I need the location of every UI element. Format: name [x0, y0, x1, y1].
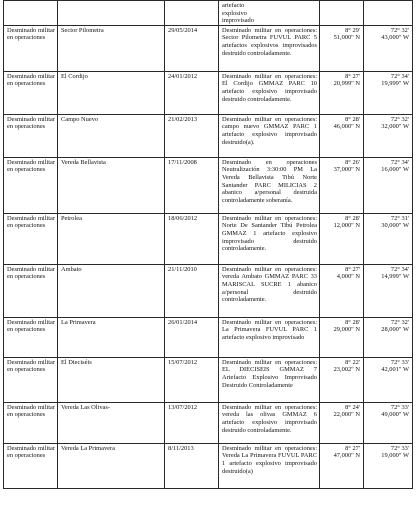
- location-cell: Petrolea: [58, 213, 165, 264]
- description-cell: Desminado militar en operaciones: El Cordijo GMMAZ PARC 10 artefacto explosivo improvisado destruido controladamente.: [219, 71, 320, 114]
- location-cell: Campo Nuevo: [58, 114, 165, 157]
- table-row: [4, 1, 413, 26]
- longitude-cell: 72° 34' 19,999" W: [364, 71, 413, 114]
- operation-type-cell: Desminado militar en operaciones: [4, 157, 58, 213]
- location-cell: Ambato: [58, 264, 165, 317]
- latitude-cell: 8° 27' 20,999" N: [320, 71, 364, 114]
- longitude-cell: 72° 32' 32,000" W: [364, 114, 413, 157]
- longitude-cell: 72° 33' 19,000" W: [364, 443, 413, 488]
- location-cell: El Dieciséis: [58, 357, 165, 402]
- location-cell: Vereda La Primavera: [58, 443, 165, 488]
- table-row: [4, 213, 413, 264]
- description-cell: Desminado militar en operaciones: EL DIECISEIS GMMAZ 7 Artefacto Explosivo Improvisado Destruido Controladamente: [219, 357, 320, 402]
- latitude-cell: 8° 28' 46,000" N: [320, 114, 364, 157]
- description-cell: Desminado en operaciones Neutralización 3:30:00 PM La Vereda Bellavista Tibú Norte Santander PARC MILICIAS 2 abanico a/personal destruida controladamente soberanía.: [219, 157, 320, 213]
- latitude-cell: 8° 28' 29,000" N: [320, 317, 364, 357]
- operation-type-cell: [4, 1, 58, 26]
- description-cell: Desminado militar en operaciones: vereda Ambato GMMAZ PARC 33 MARISCAL SUCRE 1 abanico a/personal destruido controladamente.: [219, 264, 320, 317]
- date-cell: [165, 1, 219, 26]
- table-row: [4, 357, 413, 402]
- description-cell: Desminado militar en operaciones: La Primavera FUVUL PARC 1 artefacto explosivo improvisado: [219, 317, 320, 357]
- description-cell: Desminado militar en operaciones: campo nuevo GMMAZ PARC 1 artefacto explosivo improvisado destruido(a).: [219, 114, 320, 157]
- longitude-cell: 72° 32' 28,000" W: [364, 317, 413, 357]
- operation-type-cell: Desminado militar en operaciones: [4, 114, 58, 157]
- latitude-cell: 8° 27' 4,000" N: [320, 264, 364, 317]
- date-cell: 15/07/2012: [165, 357, 219, 402]
- latitude-cell: 8° 29' 51,000" N: [320, 25, 364, 71]
- table-row: [4, 114, 413, 157]
- date-cell: 21/02/2013: [165, 114, 219, 157]
- table-row: [4, 264, 413, 317]
- location-cell: Sector Pilometra: [58, 25, 165, 71]
- longitude-cell: [364, 1, 413, 26]
- date-cell: 17/11/2008: [165, 157, 219, 213]
- location-cell: [58, 1, 165, 26]
- operation-type-cell: Desminado militar en operaciones: [4, 357, 58, 402]
- table-row: [4, 443, 413, 488]
- description-cell: artefacto explosivo improvisado: [219, 1, 320, 26]
- date-cell: 26/01/2014: [165, 317, 219, 357]
- operation-type-cell: Desminado militar en operaciones: [4, 443, 58, 488]
- longitude-cell: 72° 34' 16,000" W: [364, 157, 413, 213]
- description-cell: Desminado militar en operaciones: Norte De Santander Tibú Petrolea GMMAZ 1 artefacto explosivo improvisado destruido controladamente.: [219, 213, 320, 264]
- latitude-cell: 8° 28' 12,000" N: [320, 213, 364, 264]
- table-row: [4, 317, 413, 357]
- latitude-cell: 8° 24' 22,000" N: [320, 402, 364, 443]
- date-cell: 29/05/2014: [165, 25, 219, 71]
- longitude-cell: 72° 32' 43,000" W: [364, 25, 413, 71]
- date-cell: 21/11/2010: [165, 264, 219, 317]
- date-cell: 13/07/2012: [165, 402, 219, 443]
- operation-type-cell: Desminado militar en operaciones: [4, 213, 58, 264]
- location-cell: Vereda Bellavista: [58, 157, 165, 213]
- table-row: [4, 402, 413, 443]
- operation-type-cell: Desminado militar en operaciones: [4, 264, 58, 317]
- operation-type-cell: Desminado militar en operaciones: [4, 71, 58, 114]
- description-cell: Desminado militar en operaciones: Vereda La Primavera FUVUL PARC 1 artefacto explosivo improvisado destruido(a): [219, 443, 320, 488]
- latitude-cell: [320, 1, 364, 26]
- latitude-cell: 8° 27' 47,000" N: [320, 443, 364, 488]
- longitude-cell: 72° 34' 14,999" W: [364, 264, 413, 317]
- table-row: [4, 157, 413, 213]
- date-cell: 18/06/2012: [165, 213, 219, 264]
- location-cell: La Primavera: [58, 317, 165, 357]
- description-cell: Desminado militar en operaciones: vereda las olivas GMMAZ 6 artefacto explosivo improvisado destruido controladamente.: [219, 402, 320, 443]
- latitude-cell: 8° 26' 37,000" N: [320, 157, 364, 213]
- demining-table: [3, 0, 413, 489]
- longitude-cell: 72° 33' 42,001" W: [364, 357, 413, 402]
- table-row: [4, 71, 413, 114]
- longitude-cell: 72° 33' 49,000" W: [364, 402, 413, 443]
- operation-type-cell: Desminado militar en operaciones: [4, 402, 58, 443]
- table-row: [4, 25, 413, 71]
- date-cell: 8/11/2013: [165, 443, 219, 488]
- location-cell: Vereda Las Olivas-: [58, 402, 165, 443]
- operation-type-cell: Desminado militar en operaciones: [4, 25, 58, 71]
- date-cell: 24/01/2012: [165, 71, 219, 114]
- location-cell: El Cordijo: [58, 71, 165, 114]
- longitude-cell: 72° 31' 30,000" W: [364, 213, 413, 264]
- description-cell: Desminado militar en operaciones: Sector Pilometra FUVUL PARC 5 artefactos explosivos improvisados destruido controladamente.: [219, 25, 320, 71]
- operation-type-cell: Desminado militar en operaciones: [4, 317, 58, 357]
- latitude-cell: 8° 22' 23,002" N: [320, 357, 364, 402]
